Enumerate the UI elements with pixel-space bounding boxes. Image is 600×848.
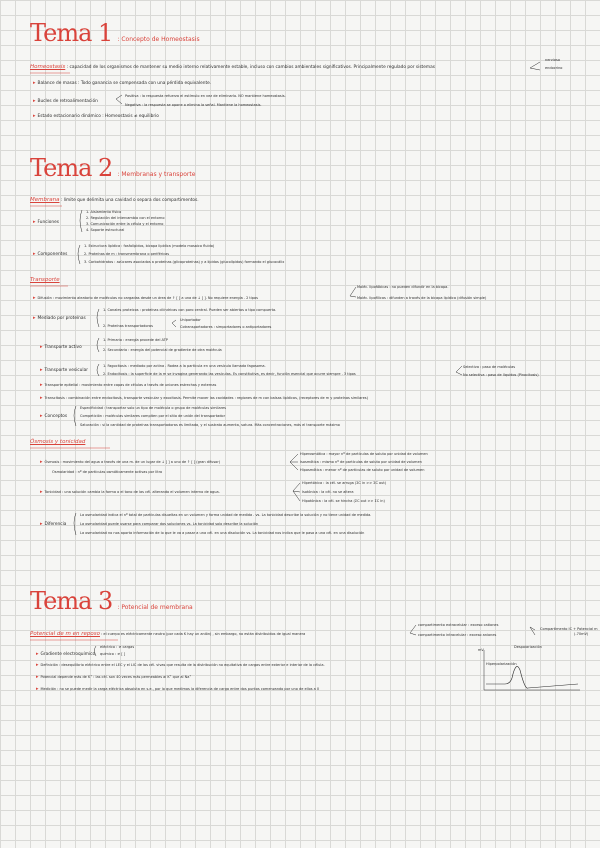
concepto-saturacion: Saturación : si la cantidad de proteínas transportadoras es limitada, y el sustrato aumenta, satura. Más concentraciones, más el transporte máximo <box>80 423 340 427</box>
comp-extracelular: compartimento extracelular : exceso cationes <box>418 623 499 627</box>
graph-despol-label: Despolarización <box>514 645 542 649</box>
vesicular-1: 1. Fagocitosis : mediado por actina . Rodea a la partícula en una vesícula llamada fagosoma. <box>103 364 266 368</box>
action-potential-curve <box>486 666 578 688</box>
diferencia-1: La osmolaridad indica el nº total de partículas disueltas en un volumen y forma unidad de medida . vs. La tonicidad describe la solución y no tiene unidad de medida. <box>80 513 372 517</box>
bullet-icon: ▸ <box>36 662 39 668</box>
bucles-label: ▸ Bucles de retroalimentación <box>33 98 98 104</box>
bullet-icon: ▸ <box>33 251 36 257</box>
funciones-label: ▸ Funciones <box>33 219 59 225</box>
tema2-title: Tema 2 <box>30 154 113 182</box>
tema1-title: Tema 1 <box>30 19 113 47</box>
componente-item: 3. Carbohidratos : azúcares asociados a proteínas (glicoproteínas) y a lípidos (glucolípidos) formando el glucocálix <box>84 260 285 264</box>
tono-hipo: Hipotónica : la cél. se hincha (ΣC out >> ΣC in) <box>302 499 385 503</box>
epitelial-item: ▸ Transporte epitelial : movimiento entre capas de células a través de uniones estrechas y externas <box>40 382 217 388</box>
potencial-definition: Potencial de m en reposo : el cuerpo es eléctricamente neutro (por cada K hay un anión) , sin embargo, no están distribuidos de igual manera <box>30 631 306 637</box>
bullet-icon: ▸ <box>40 521 43 527</box>
mediado-2a: Uniportador <box>180 318 201 322</box>
bucle-negativa: Negativa : la respuesta se opone o elimina la señal. Mantiene la homeostasis. <box>125 103 262 107</box>
tono-iso: Isotónica : la cél. no se altera <box>302 490 354 494</box>
estado-item: ▸ Estado estacionario dinámico : Homeostasis ≠ equilibrio <box>33 113 159 119</box>
difusion-tipo-2: Moléc. lipofílicas : difunden a través de la bicapa lipídica (difusión simple) <box>357 296 487 300</box>
bullet-icon: ▸ <box>36 686 39 692</box>
depende-item: ▸ Potencial depende más de K⁺ : las cél. son 40 veces más permeables al K⁺ que al Na⁺ <box>36 674 192 680</box>
bullet-icon: ▸ <box>33 219 36 225</box>
difusion-item: ▸ Difusión : movimiento aleatorio de moléculas no cargadas desde un área de ↑ [ ] a una de ↓ [ ]. No requiere energía . 2 tipos <box>33 295 258 301</box>
componente-item: 1. Estructura lipídica : fosfolípidos, bicapa lipídica (modelo mosaico fluido) <box>84 244 215 248</box>
vesicular-2: 2. Endocitosis : la superficie de la m se invagina generando las vesículas. Es constitutiva, es decir, función esencial que ocurre siempre . 3 tipos <box>103 372 356 376</box>
funcion-item: 3. Comunicación entre la célula y el entorno <box>86 222 164 226</box>
osmosis-item: ▸ Ósmosis : movimiento del agua a través de una m. de un lugar de ↓ [ ] a uno de ↑ [ ] (gran difusor) <box>40 459 221 465</box>
bullet-icon: ▸ <box>36 651 39 657</box>
bullet-icon: ▸ <box>33 295 36 301</box>
bullet-icon: ▸ <box>33 98 36 104</box>
funcion-item: 4. Soporte estructural <box>86 228 125 232</box>
diferencia-label: ▸ Diferencia <box>40 521 67 527</box>
fraction-value: (-70mV) <box>574 632 589 636</box>
membrana-keyword: Membrana <box>30 197 60 203</box>
tema2-subtitle: : Membranas y transporte <box>117 171 196 178</box>
funcion-item: 2. Regulación del intercambio con el entorno <box>86 216 165 220</box>
definicion-item: ▸ Definición : desequilibrio eléctrico entre el LEC y el LIC de las cél. vivas que resulta de la distribución no equitativa de cargas entre exterior e interior de la célula. <box>36 662 325 668</box>
system-nervioso: nervioso <box>545 58 560 62</box>
tonicidad-item: ▸ Tonicidad : una solución cambia la forma o el tono de las cél. alterando el volumen interno de agua. <box>40 489 220 495</box>
concepto-especificidad: Especificidad : transportar solo un tipo de molécula o grupo de moléculas similares <box>80 406 226 410</box>
conceptos-label: ▸ Conceptos <box>40 413 68 419</box>
transporte-heading: Transporte <box>30 277 60 283</box>
activo-1: 1. Primario : energía procede del ATP <box>103 338 168 342</box>
vesicular-tipo-2: No selectiva : paso de líquidos (Pinocitosis) <box>463 373 539 377</box>
mediado-1: 1. Canales proteicos : proteínas cilíndricas con poro central. Pueden ser abiertos o tipo compuerta. <box>103 308 277 312</box>
comp-intracelular: compartimento intracelular : exceso aniones <box>418 633 497 637</box>
mediado-2: 2. Proteínas transportadoras <box>103 324 153 328</box>
activo-2: 2. Secundario : energía del potencial de gradiente de otra molécula <box>103 348 222 352</box>
graph-axis-label: mV <box>478 648 484 652</box>
balance-item: ▸ Balance de masas : Todo ganancia se compensada con una pérdida equivalente. <box>33 80 212 86</box>
tema3-subtitle: : Potencial de membrana <box>117 604 193 611</box>
bucle-positiva: Positiva : la respuesta refuerza el estímulo en vez de eliminarlo. NO mantiene homeostasis. <box>125 94 286 98</box>
bullet-icon: ▸ <box>33 80 36 86</box>
tema3-title: Tema 3 <box>30 587 113 615</box>
bullet-icon: ▸ <box>40 413 43 419</box>
bullet-icon: ▸ <box>33 113 36 119</box>
componente-item: 2. Proteínas de m : transmembrana o periféricas <box>84 252 170 256</box>
system-endocrino: endocrino <box>545 66 563 70</box>
homeostasis-text: : capacidad de los organismos de mantener su medio interno relativamente estable, incluso con cambios ambientales significativos. Principalmente regulado por sistemas <box>66 65 435 70</box>
osmo-hiper: Hiperosmótica : mayor nº de partículas de soluto por unidad de volumen <box>300 452 428 456</box>
bullet-icon: ▸ <box>40 459 43 465</box>
gradiente-item: ▸ Gradiente electroquímico <box>36 651 96 657</box>
bullet-icon: ▸ <box>36 674 39 680</box>
concepto-competicion: Competición : moléculas similares compiten por el sitio de unión del transportador <box>80 414 226 418</box>
difusion-tipo-1: Moléc. lipofóbicas : no pueden difundir en la bicapa. <box>357 285 449 289</box>
bullet-icon: ▸ <box>40 395 43 401</box>
osmolaridad-item: Osmolaridad : nº de partículas osmóticamente activas por litro <box>52 470 163 474</box>
tema1-subtitle: : Concepto de Homeostasis <box>117 36 200 43</box>
osmo-hipo: Hiposmótica : menor nº de partículas de soluto por unidad de volumen <box>300 468 425 472</box>
bullet-icon: ▸ <box>33 315 36 321</box>
bullet-icon: ▸ <box>40 489 43 495</box>
mediado-2b: Cotransportadores : simportadores o antiportadores <box>180 325 272 329</box>
gradiente-quimico: químico : ≠ [ ] <box>100 652 126 656</box>
bullet-icon: ▸ <box>40 344 43 350</box>
potencial-keyword: Potencial de m en reposo <box>30 631 100 637</box>
vesicular-label: ▸ Transporte vesicular <box>40 367 88 373</box>
gradiente-electrico: eléctrico : ≠ cargas <box>100 645 135 649</box>
bullet-icon: ▸ <box>40 382 43 388</box>
membrana-definition: Membrana : límite que delimita una cavidad o separa dos compartimentos. <box>30 197 199 203</box>
osmosis-heading: Ósmosis y tonicidad <box>30 439 86 445</box>
fraction-label: Compartimento IC + Potencial m <box>540 627 598 631</box>
bullet-icon: ▸ <box>40 367 43 373</box>
diferencia-3: La osmolaridad no nos aporta información de lo que le va a pasar a una cél. en una disolución vs. La tonicidad nos indica que le pasa a una cél. en una disolución <box>80 531 365 535</box>
medicion-item: ▸ Medición : no se puede medir la carga eléctrica absoluta en s.e., por lo que medimos la diferencia de carga entre dos puntos comenzando por uno de ellos a 0 <box>36 686 320 692</box>
funcion-item: 1. Aislamiento físico <box>86 210 122 214</box>
graph-hiper-label: Hiperpolarización <box>486 662 517 666</box>
componentes-label: ▸ Componentes <box>33 251 68 257</box>
vesicular-tipo-1: Selectiva : paso de moléculas <box>463 365 516 369</box>
activo-label: ▸ Transporte activo <box>40 344 82 350</box>
tono-hiper: Hipertónica : la cél. se arruga (ΣC in >> ΣC out) <box>302 481 387 485</box>
osmo-iso: Isosmótica : mismo nº de partículas de soluto por unidad de volumen <box>300 460 422 464</box>
diferencia-2: La osmolaridad puede usarse para comparar dos soluciones vs. La tonicidad solo describe la solución <box>80 522 259 526</box>
homeostasis-keyword: Homeostasis <box>30 64 66 70</box>
transcitosis-item: ▸ Transcitosis : combinación entre endocitosis, transporte vesicular y exocitosis. Permite mover las cavidades : regiones de m con balsas lipídicas, (receptores de m y proteínas similares) <box>40 395 368 401</box>
mediado-label: ▸ Mediado por proteínas <box>33 315 86 321</box>
